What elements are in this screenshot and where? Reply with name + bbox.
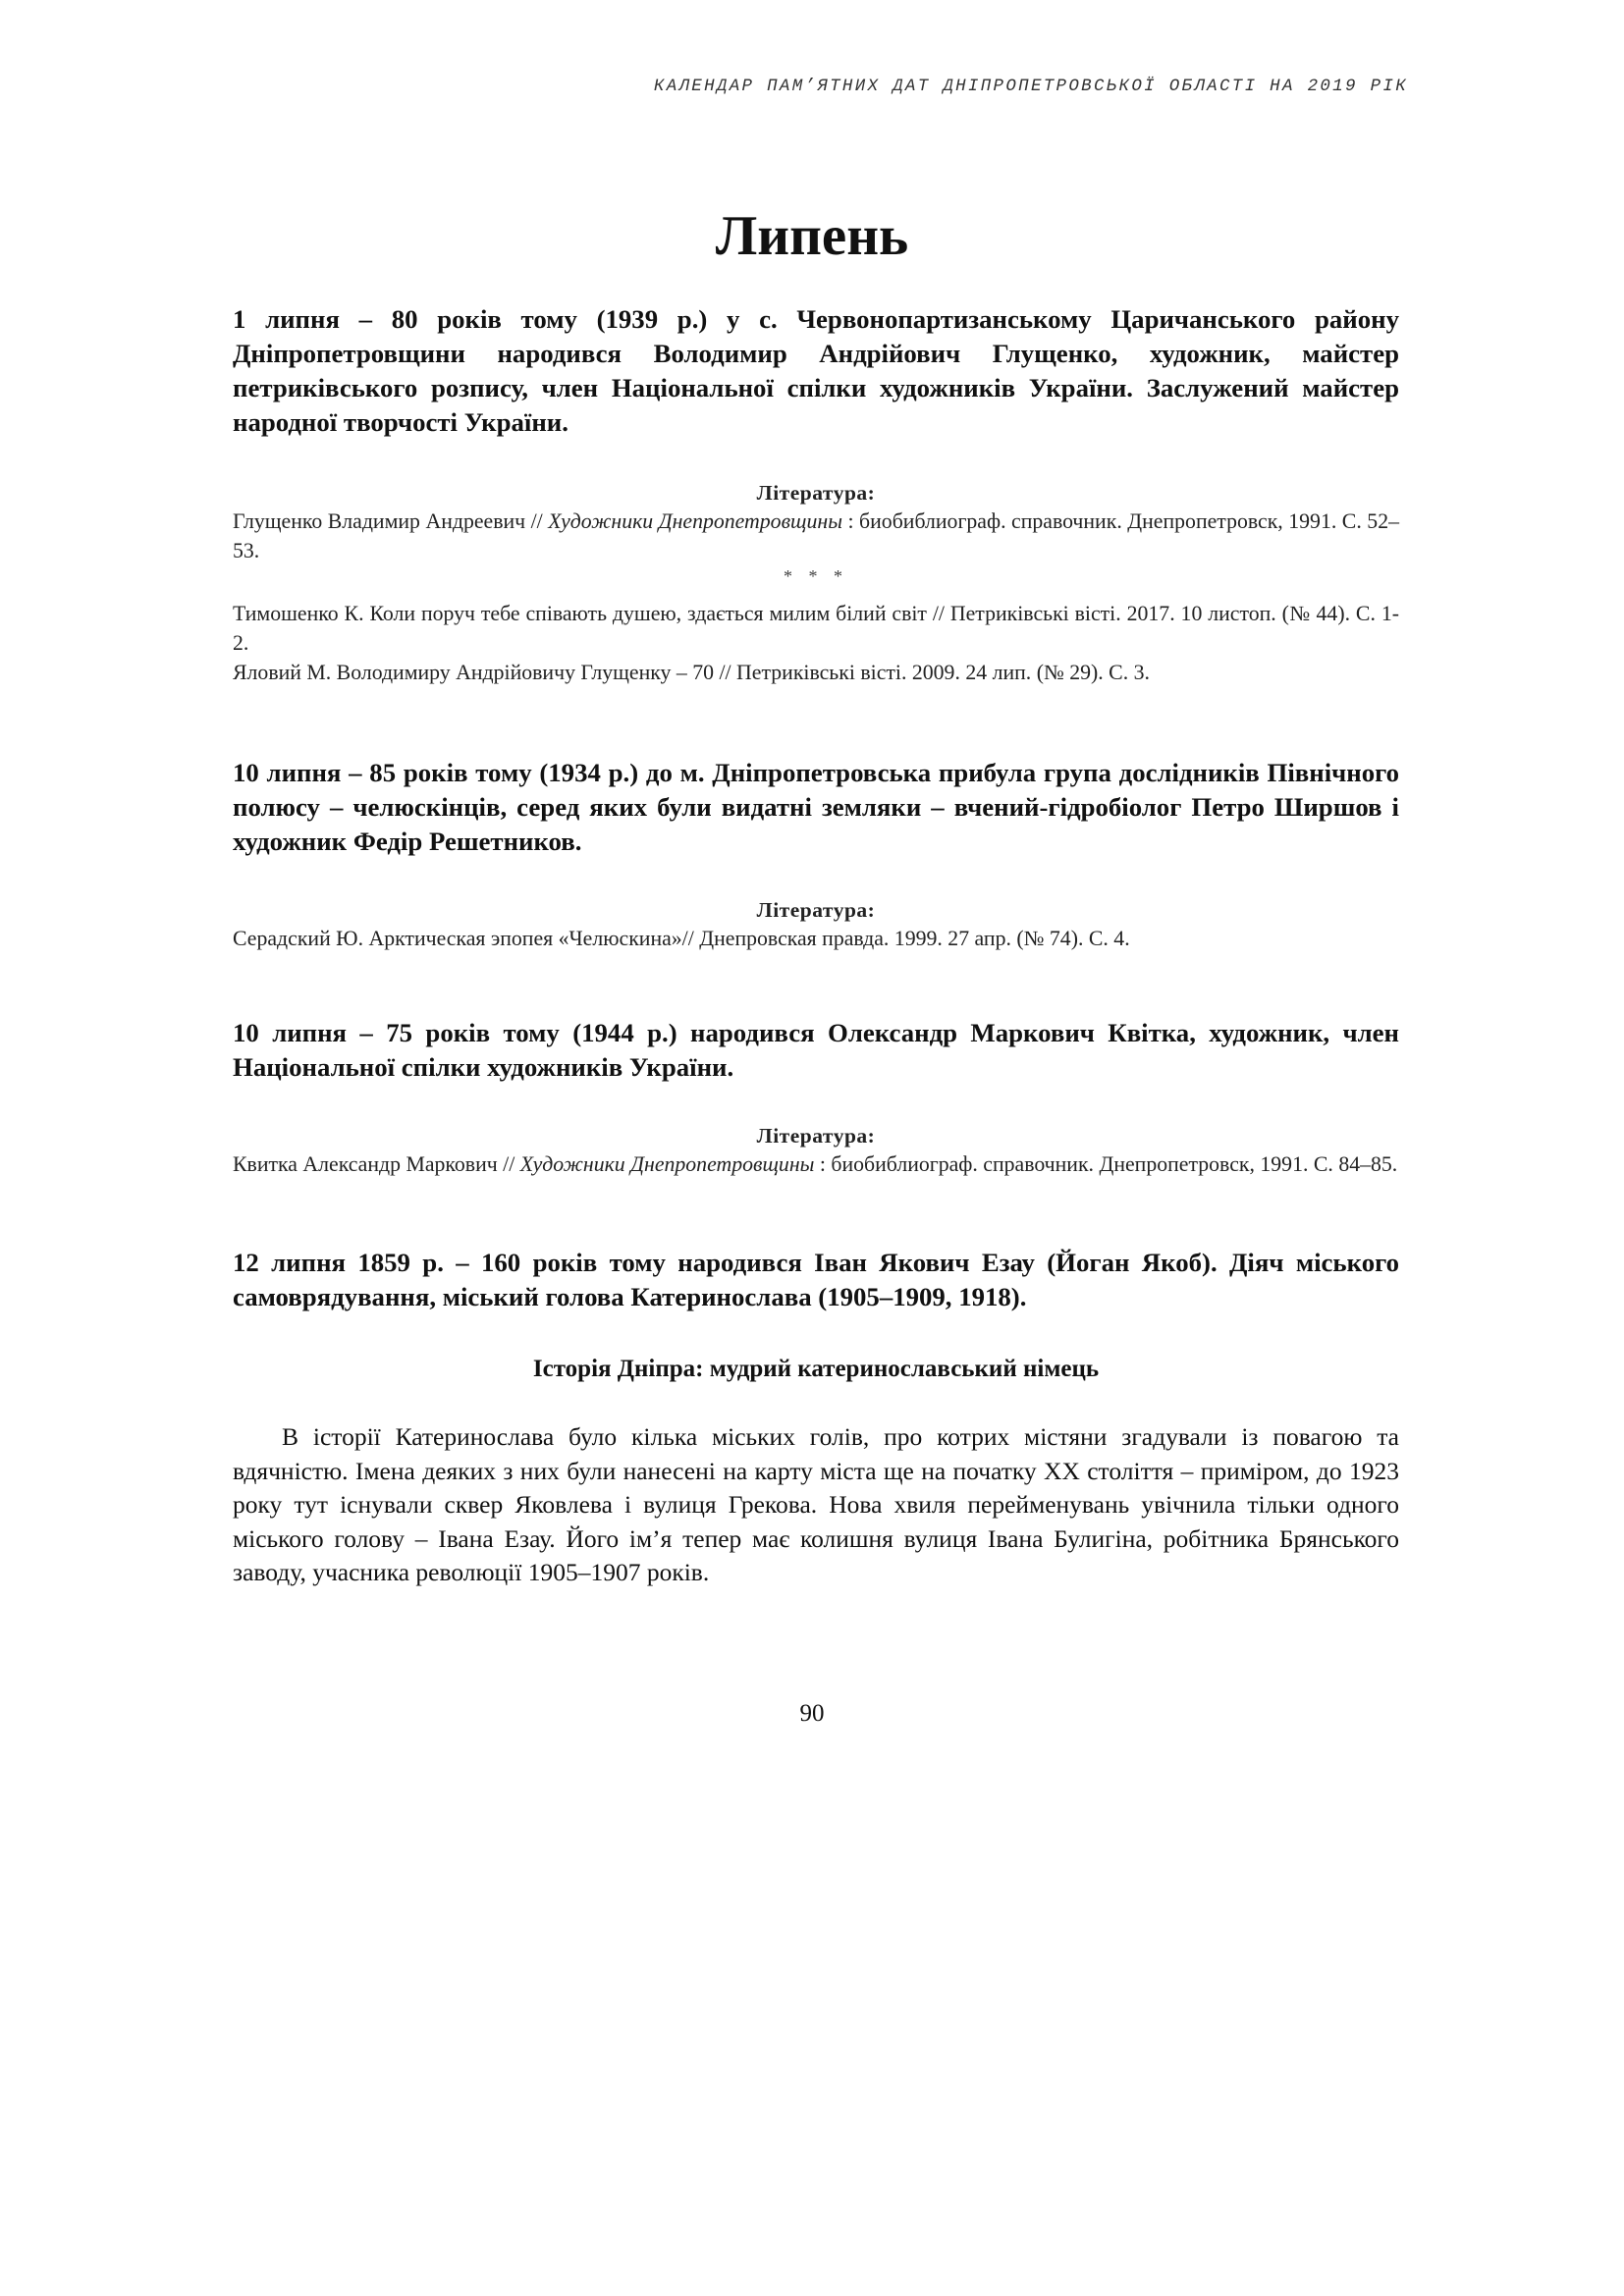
calendar-entry — [233, 756, 1399, 953]
literature-item: Серадский Ю. Арктическая эпопея «Челюскина»// Днепровская правда. 1999. 27 апр. (№ 74). С. 4. — [233, 927, 1130, 950]
article-text: В історії Катеринослава було кілька міських голів, про котрих містяни згадували із повагою та вдячністю. Імена деяких з них були нанесені на карту міста ще на початку XX століття – приміром, до 1923 року тут існували сквер Яковлева і вулиця Грекова. Нова хвиля перейменувань увічнила тільки одного міського голову – Івана Езау. Його ім’я тепер має колишня вулиця Івана Булигіна, робітника Брянського заводу, учасника революції 1905–1907 років. — [233, 1422, 1399, 1586]
event-description: 10 липня – 75 років тому (1944 р.) народився Олександр Маркович Квітка, художник, член Національної спілки художників України. — [233, 1018, 1399, 1082]
page-content — [233, 302, 1399, 1590]
literature-item: Глущенко Владимир Андреевич // Художники Днепропетровщины : биобиблиограф. справочник. Днепропетровск, 1991. С. 52–53. — [233, 509, 1399, 562]
calendar-entry — [233, 1246, 1399, 1590]
literature-item: Квитка Александр Маркович // Художники Днепропетровщины : биобиблиограф. справочник. Днепропетровск, 1991. С. 84–85. — [233, 1152, 1398, 1176]
calendar-entry — [233, 302, 1399, 687]
separator: * * * — [784, 566, 848, 586]
calendar-entry — [233, 1016, 1399, 1179]
event-description: 1 липня – 80 років тому (1939 р.) у с. Червонопартизанському Царичанського району Дніпропетровщини народився Володимир Андрійович Глущенко, художник, майстер петриківського розпису, член Національної спілки художників України. Заслужений майстер народної творчості України. — [233, 304, 1399, 437]
literature-heading: Література: — [756, 898, 876, 922]
literature-item: Тимошенко К. Коли поруч тебе співають душею, здається милим білий світ // Петриківські вісті. 2017. 10 листоп. (№ 44). С. 1-2. — [233, 602, 1399, 655]
page-number: 90 — [799, 1700, 825, 1727]
event-description: 12 липня 1859 р. – 160 років тому народився Іван Якович Езау (Йоган Якоб). Діяч міського самоврядування, міський голова Катеринослава (1905–1909, 1918). — [233, 1248, 1399, 1311]
running-header: КАЛЕНДАР ПАМ’ЯТНИХ ДАТ ДНІПРОПЕТРОВСЬКОЇ ОБЛАСТІ НА 2019 РІК — [653, 77, 1408, 96]
literature-heading: Література: — [756, 1124, 876, 1148]
article-title: Історія Дніпра: мудрий катеринославський німець — [532, 1356, 1100, 1382]
book-title: Художники Днепропетровщины — [519, 1152, 815, 1176]
event-description: 10 липня – 85 років тому (1934 р.) до м. Дніпропетровська прибула група дослідників Північного полюсу – челюскінців, серед яких були видатні земляки – вчений-гідробіолог Петро Ширшов і художник Федір Решетников. — [233, 758, 1399, 856]
page-title: Липень — [715, 205, 909, 267]
literature-heading: Література: — [756, 481, 876, 505]
literature-item: Яловий М. Володимиру Андрійовичу Глущенку – 70 // Петриківські вісті. 2009. 24 лип. (№ 29). С. 3. — [233, 661, 1150, 684]
book-title: Художники Днепропетровщины — [548, 509, 842, 533]
